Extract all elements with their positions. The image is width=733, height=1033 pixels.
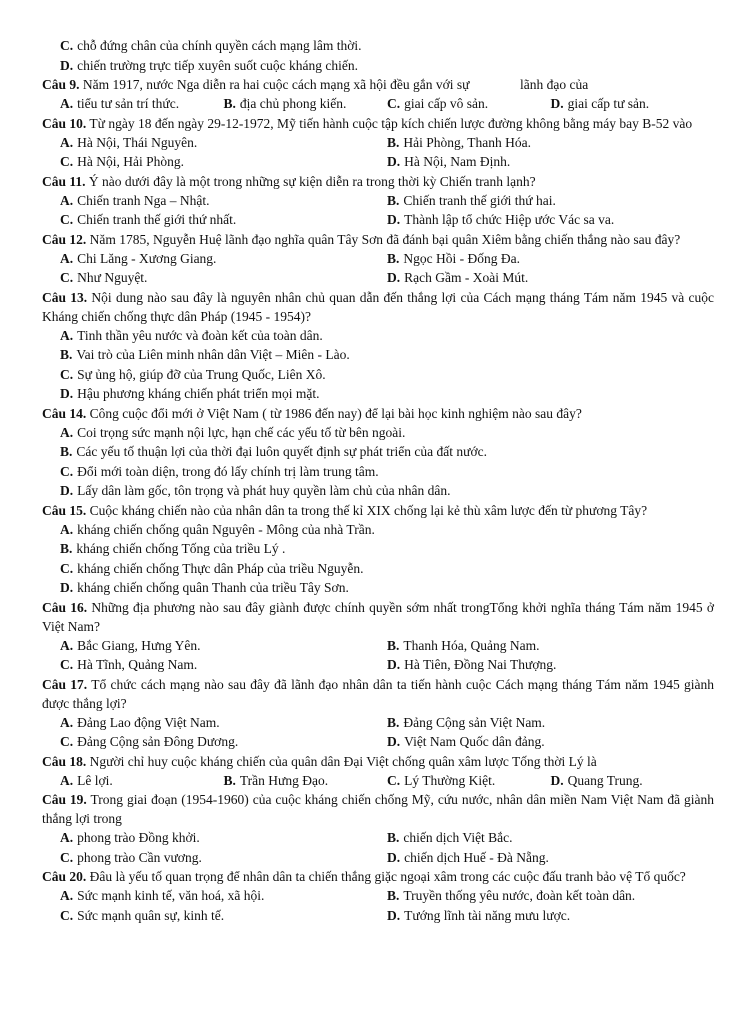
question-text: Ý nào dưới đây là một trong những sự kiện diễn ra trong thời kỳ Chiến tranh lạnh?	[88, 173, 536, 189]
question-stem	[42, 114, 714, 133]
question-stem	[42, 752, 714, 771]
option-label: B.	[387, 637, 400, 653]
answer-option	[387, 249, 714, 269]
option-label: A.	[60, 96, 74, 111]
answer-option	[60, 771, 224, 791]
option-label: B.	[387, 830, 400, 845]
question-number: Câu 9.	[42, 77, 80, 92]
option-label: A.	[60, 250, 74, 266]
answer-option	[60, 191, 387, 211]
option-text: Coi trọng sức mạnh nội lực, hạn chế các yếu tố từ bên ngoài.	[77, 424, 406, 440]
answer-option	[42, 578, 714, 598]
question-stem	[42, 501, 714, 520]
answer-option	[42, 56, 714, 76]
option-label: A.	[60, 772, 74, 788]
option-label: D.	[387, 907, 401, 923]
option-text: Sức mạnh quân sự, kinh tế.	[77, 907, 225, 923]
question-text: Năm 1785, Nguyễn Huệ lãnh đạo nghĩa quân Tây Sơn đã đánh bại quân Xiêm bằng chiến thắng nào sau đây?	[89, 231, 681, 247]
option-text: chiến dịch Huế - Đà Nẵng.	[404, 849, 549, 865]
answer-option	[387, 771, 551, 791]
answer-option	[224, 94, 388, 114]
question-number: Câu 17.	[42, 676, 88, 692]
option-label: D.	[550, 96, 564, 111]
option-text: Hà Tĩnh, Quảng Nam.	[77, 657, 198, 672]
option-label: A.	[60, 327, 74, 343]
option-text: giai cấp vô sản.	[404, 96, 489, 111]
option-label: D.	[60, 386, 74, 401]
option-text: Như Nguyệt.	[77, 270, 148, 285]
option-label: A.	[60, 714, 74, 730]
options-row	[42, 655, 714, 675]
question-number: Câu 12.	[42, 231, 87, 247]
answer-option	[42, 559, 714, 579]
option-label: D.	[387, 657, 401, 672]
question-number: Câu 16.	[42, 599, 88, 615]
question-stem	[42, 867, 714, 886]
answer-option	[387, 713, 714, 733]
option-label: C.	[387, 96, 401, 111]
answer-option	[551, 94, 715, 114]
options-row	[42, 133, 714, 153]
question-stem	[42, 75, 714, 94]
answer-option	[387, 636, 714, 656]
option-text: Hậu phương kháng chiến phát triển mọi mặt.	[77, 386, 320, 401]
answer-option	[60, 732, 387, 752]
answer-option	[60, 636, 387, 656]
question-text: Đâu là yếu tố quan trọng để nhân dân ta chiến thắng giặc ngoại xâm trong các cuộc đấu tranh bảo vệ Tổ quốc?	[89, 869, 686, 884]
option-text: kháng chiến chống Tống của triều Lý .	[76, 541, 286, 556]
options-row	[42, 152, 714, 172]
option-text: Lấy dân làm gốc, tôn trọng và phát huy quyền làm chủ của nhân dân.	[77, 483, 451, 498]
question-number: Câu 20.	[42, 869, 87, 884]
option-label: D.	[387, 270, 401, 285]
option-text: Hải Phòng, Thanh Hóa.	[403, 134, 532, 150]
question-number: Câu 13.	[42, 289, 88, 305]
answer-option	[60, 848, 387, 868]
option-text: Đổi mới toàn diện, trong đó lấy chính trị làm trung tâm.	[77, 463, 379, 479]
option-text: Vai trò của Liên minh nhân dân Việt – Miên - Lào.	[76, 347, 350, 362]
answer-option	[387, 906, 714, 926]
option-label: D.	[550, 772, 564, 788]
question-stem	[42, 230, 714, 249]
option-text: Thanh Hóa, Quảng Nam.	[403, 637, 540, 653]
answer-option	[387, 191, 714, 211]
options-row	[42, 210, 714, 230]
answer-option	[387, 886, 714, 906]
option-label: C.	[60, 212, 74, 227]
answer-option	[387, 94, 551, 114]
option-text: Chiến tranh thế giới thứ hai.	[403, 192, 556, 208]
question-number: Câu 14.	[42, 405, 87, 421]
answer-option	[42, 326, 714, 346]
option-text: kháng chiến chống quân Thanh của triều Tây Sơn.	[77, 580, 349, 595]
option-text: Rạch Gầm - Xoài Mút.	[404, 270, 529, 285]
options-row	[42, 771, 714, 791]
question-number: Câu 10.	[42, 115, 87, 131]
option-label: C.	[60, 907, 74, 923]
option-label: B.	[60, 444, 73, 459]
options-row	[42, 636, 714, 656]
answer-option	[42, 423, 714, 443]
option-text: Hà Nội, Thái Nguyên.	[77, 134, 198, 150]
option-label: D.	[387, 849, 401, 865]
option-label: C.	[60, 463, 74, 479]
options-row	[42, 828, 714, 848]
option-text: Sức mạnh kinh tế, văn hoá, xã hội.	[77, 888, 265, 903]
option-label: D.	[387, 212, 401, 227]
answer-option	[387, 152, 714, 172]
option-text: Đảng Cộng sản Việt Nam.	[403, 714, 546, 730]
option-label: B.	[387, 250, 400, 266]
option-label: D.	[60, 57, 74, 73]
option-text: Sự ủng hộ, giúp đỡ của Trung Quốc, Liên Xô.	[77, 366, 326, 382]
answer-option	[42, 462, 714, 482]
options-row	[42, 848, 714, 868]
option-text: Ngọc Hồi - Đống Đa.	[403, 250, 520, 266]
option-text: Lý Thường Kiệt.	[404, 772, 496, 788]
question-stem	[42, 598, 718, 636]
answer-option	[60, 655, 387, 675]
options-row	[42, 732, 714, 752]
option-label: C.	[60, 38, 74, 53]
answer-option	[42, 345, 714, 365]
option-text: Hà Nội, Hải Phòng.	[77, 154, 184, 169]
option-text: Hà Tiên, Đồng Nai Thượng.	[404, 657, 557, 672]
option-text: Hà Nội, Nam Định.	[404, 154, 511, 169]
answer-option	[60, 268, 387, 288]
question-stem	[42, 172, 714, 191]
question-stem	[42, 288, 718, 326]
question-stem	[42, 790, 718, 828]
option-text: kháng chiến chống quân Nguyên - Mông của nhà Trần.	[77, 521, 375, 537]
option-text: kháng chiến chống Thực dân Pháp của triều Nguyễn.	[77, 560, 364, 576]
option-label: C.	[60, 734, 74, 749]
answer-option	[60, 906, 387, 926]
option-text: giai cấp tư sản.	[567, 96, 650, 111]
option-label: C.	[387, 772, 401, 788]
option-label: C.	[60, 154, 74, 169]
option-text: Việt Nam Quốc dân đảng.	[404, 734, 545, 749]
question-text: Người chỉ huy cuộc kháng chiến của quân dân Đại Việt chống quân xâm lược Tống thời Lý là	[89, 753, 597, 769]
option-label: B.	[387, 714, 400, 730]
option-label: C.	[60, 366, 74, 382]
answer-option	[42, 442, 714, 462]
options-row	[42, 94, 714, 114]
answer-option	[60, 210, 387, 230]
option-label: A.	[60, 424, 74, 440]
options-row	[42, 886, 714, 906]
option-label: C.	[60, 849, 74, 865]
option-text: tiểu tư sản trí thức.	[77, 96, 180, 111]
option-text: phong trào Đồng khởi.	[77, 830, 200, 845]
option-label: B.	[223, 772, 236, 788]
answer-option	[387, 655, 714, 675]
answer-option	[224, 771, 388, 791]
option-label: A.	[60, 888, 74, 903]
answer-option	[42, 520, 714, 540]
option-text: chiến dịch Việt Bắc.	[403, 830, 513, 845]
options-row	[42, 191, 714, 211]
option-label: B.	[387, 888, 400, 903]
option-text: Trần Hưng Đạo.	[239, 772, 329, 788]
question-text: Cuộc kháng chiến nào của nhân dân ta trong thế kỉ XIX chống lại kẻ thù xâm lược đến từ phương Tây?	[89, 502, 648, 518]
option-text: địa chủ phong kiến.	[239, 96, 347, 111]
question-text: Tổ chức cách mạng nào sau đây đã lãnh đạo nhân dân ta tiến hành cuộc Cách mạng tháng Tám năm 1945 giành được thắng lợi?	[42, 676, 718, 711]
answer-option	[387, 268, 714, 288]
option-label: B.	[387, 134, 400, 150]
option-text: Chiến tranh thế giới thứ nhất.	[77, 212, 237, 227]
answer-option	[42, 539, 714, 559]
answer-option	[60, 886, 387, 906]
option-text: Đảng Cộng sản Đông Dương.	[77, 734, 239, 749]
answer-option	[551, 771, 715, 791]
option-label: D.	[60, 483, 74, 498]
option-text: Bắc Giang, Hưng Yên.	[77, 637, 201, 653]
option-label: B.	[387, 192, 400, 208]
answer-option	[42, 481, 714, 501]
option-label: A.	[60, 830, 74, 845]
answer-option	[387, 828, 714, 848]
options-row	[42, 249, 714, 269]
option-label: A.	[60, 134, 74, 150]
question-stem	[42, 404, 714, 423]
question-number: Câu 19.	[42, 792, 87, 807]
question-number: Câu 11.	[42, 173, 86, 189]
option-text: Quang Trung.	[567, 772, 643, 788]
answer-option	[42, 36, 714, 56]
option-text: Lê lợi.	[77, 772, 113, 788]
option-text: Đảng Lao động Việt Nam.	[77, 714, 220, 730]
answer-option	[60, 249, 387, 269]
option-text: Tinh thần yêu nước và đoàn kết của toàn dân.	[77, 327, 323, 343]
answer-option	[387, 732, 714, 752]
option-label: A.	[60, 637, 74, 653]
answer-option	[387, 210, 714, 230]
question-text: Nội dung nào sau đây là nguyên nhân chủ quan dẫn đến thắng lợi của Cách mạng tháng Tám năm 1945 và cuộc Kháng chiến chống thực dân Pháp (1945 - 1954)?	[42, 289, 718, 324]
option-text: Tướng lĩnh tài năng mưu lược.	[404, 907, 571, 923]
answer-option	[60, 94, 224, 114]
option-text: Thành lập tổ chức Hiệp ước Vác sa va.	[404, 212, 615, 227]
options-row	[42, 268, 714, 288]
question-number: Câu 18.	[42, 753, 87, 769]
option-label: A.	[60, 521, 74, 537]
answer-option	[60, 713, 387, 733]
options-row	[42, 713, 714, 733]
option-label: B.	[60, 347, 73, 362]
option-text: phong trào Cần vương.	[77, 849, 202, 865]
options-row	[42, 906, 714, 926]
option-label: C.	[60, 270, 74, 285]
option-label: C.	[60, 560, 74, 576]
question-text: Năm 1917, nước Nga diễn ra hai cuộc cách mạng xã hội đều gắn với sự lãnh đạo của	[82, 77, 589, 92]
question-text: Từ ngày 18 đến ngày 29-12-1972, Mỹ tiến hành cuộc tập kích chiến lược đường không bằng máy bay B-52 vào	[89, 115, 693, 131]
answer-option	[60, 152, 387, 172]
exam-page	[42, 36, 718, 925]
answer-option	[387, 848, 714, 868]
option-text: Các yếu tố thuận lợi của thời đại luôn quyết định sự phát triển của đất nước.	[76, 444, 487, 459]
answer-option	[60, 133, 387, 153]
answer-option	[60, 828, 387, 848]
question-number: Câu 15.	[42, 502, 87, 518]
option-text: chỗ đứng chân của chính quyền cách mạng lâm thời.	[77, 38, 362, 53]
option-text: Chi Lăng - Xương Giang.	[77, 250, 217, 266]
option-label: D.	[387, 154, 401, 169]
option-label: C.	[60, 657, 74, 672]
option-text: chiến trường trực tiếp xuyên suốt cuộc kháng chiến.	[77, 57, 358, 73]
option-label: D.	[60, 580, 74, 595]
option-label: B.	[223, 96, 236, 111]
answer-option	[42, 384, 714, 404]
option-label: A.	[60, 192, 74, 208]
option-text: Chiến tranh Nga – Nhật.	[77, 192, 210, 208]
option-label: D.	[387, 734, 401, 749]
answer-option	[387, 133, 714, 153]
question-text: Công cuộc đổi mới ở Việt Nam ( từ 1986 đến nay) để lại bài học kinh nghiệm nào sau đây?	[89, 405, 582, 421]
question-text: Trong giai đoạn (1954-1960) của cuộc kháng chiến chống Mỹ, cứu nước, nhân dân miền Nam Việt Nam đã giành thắng lợi trong	[42, 792, 718, 826]
question-text: Những địa phương nào sau đây giành được chính quyền sớm nhất trongTổng khởi nghĩa tháng Tám năm 1945 ở Việt Nam?	[42, 599, 718, 634]
option-text: Truyền thống yêu nước, đoàn kết toàn dân.	[403, 888, 636, 903]
option-label: B.	[60, 541, 73, 556]
question-stem	[42, 675, 718, 713]
answer-option	[42, 365, 714, 385]
